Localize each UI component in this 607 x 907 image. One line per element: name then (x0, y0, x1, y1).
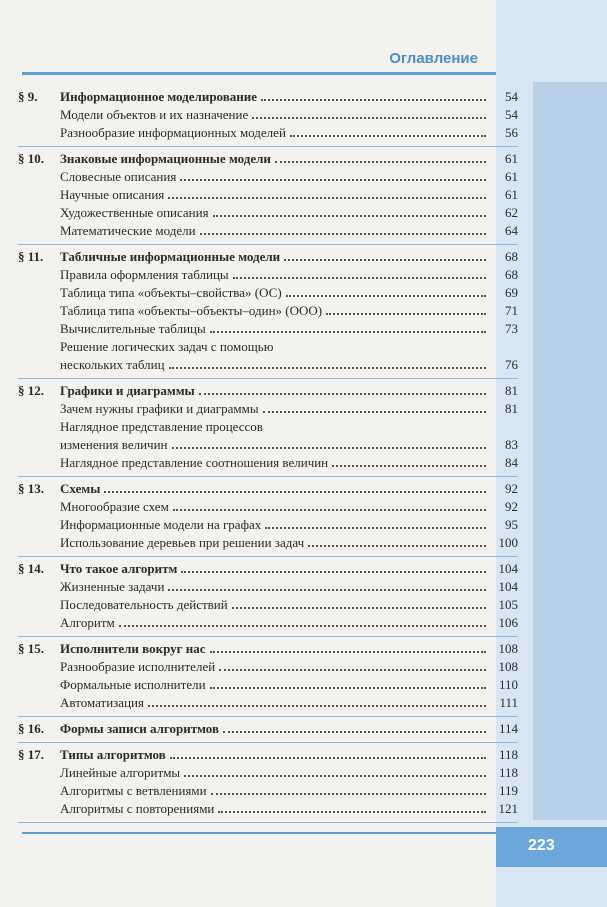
section-title: Табличные информационные модели (60, 249, 281, 264)
toc-section (18, 560, 518, 637)
subsection-title: Зачем нужны графики и диаграммы (60, 401, 259, 416)
page-number-box (496, 827, 607, 867)
subsection-entry[interactable] (18, 782, 518, 800)
toc-section (18, 248, 518, 379)
section-title: Знаковые информационные модели (60, 151, 271, 166)
subsection-entry[interactable] (18, 168, 518, 186)
subsection-title: Наглядное представление процессов (60, 419, 263, 434)
leader-dots (211, 783, 486, 795)
section-title: Информационное моделирование (60, 89, 257, 104)
leader-dots (210, 321, 486, 333)
subsection-title: изменения величин (60, 437, 168, 452)
subsection-entry[interactable] (18, 204, 518, 222)
subsection-page: 69 (505, 285, 518, 300)
leader-dots (119, 615, 486, 627)
section-heading[interactable] (18, 382, 518, 400)
right-margin-shade (533, 82, 607, 887)
toc-section (18, 150, 518, 245)
subsection-entry[interactable] (18, 498, 518, 516)
subsection-title: Разнообразие исполнителей (60, 659, 216, 674)
section-heading[interactable] (18, 150, 518, 168)
subsection-title: Алгоритмы с ветвлениями (60, 783, 207, 798)
subsection-entry[interactable] (18, 124, 518, 142)
section-title: Исполнители вокруг нас (60, 641, 206, 656)
subsection-entry[interactable] (18, 356, 518, 374)
subsection-title: нескольких таблиц (60, 357, 165, 372)
leader-dots (181, 561, 486, 573)
leader-dots (252, 107, 486, 119)
leader-dots (104, 481, 486, 493)
subsection-page: 121 (498, 801, 518, 816)
subsection-title: Разнообразие информационных моделей (60, 125, 286, 140)
page-number: 223 (528, 837, 555, 854)
subsection-title: Таблица типа «объекты–свойства» (ОС) (60, 285, 282, 300)
leader-dots (265, 517, 486, 529)
subsection-page: 64 (505, 223, 518, 238)
leader-dots (210, 677, 486, 689)
toc-section (18, 480, 518, 557)
subsection-entry-line[interactable] (18, 338, 518, 356)
leader-dots (170, 747, 486, 759)
subsection-title: Решение логических задач с помощью (60, 339, 274, 354)
section-number: § 9. (18, 89, 38, 104)
page-title: Оглавление (389, 50, 478, 67)
section-page: 54 (505, 89, 518, 104)
page-header (22, 50, 496, 75)
leader-dots (180, 169, 486, 181)
subsection-title: Таблица типа «объекты–объекты–один» (ООО) (60, 303, 323, 318)
section-heading[interactable] (18, 560, 518, 578)
subsection-title: Информационные модели на графах (60, 517, 262, 532)
leader-dots (326, 303, 486, 315)
section-page: 108 (498, 641, 518, 656)
leader-dots (173, 499, 486, 511)
subsection-page: 81 (505, 401, 518, 416)
section-heading[interactable] (18, 746, 518, 764)
subsection-title: Жизненные задачи (60, 579, 165, 594)
leader-dots (218, 801, 486, 813)
toc-section (18, 88, 518, 147)
section-title: Схемы (60, 481, 101, 496)
subsection-page: 56 (505, 125, 518, 140)
leader-dots (168, 187, 486, 199)
subsection-entry[interactable] (18, 516, 518, 534)
footer-rule (22, 832, 496, 834)
subsection-entry[interactable] (18, 320, 518, 338)
section-page: 104 (498, 561, 518, 576)
leader-dots (219, 659, 486, 671)
section-page: 81 (505, 383, 518, 398)
section-page: 114 (498, 721, 518, 736)
section-title: Формы записи алгоритмов (60, 721, 219, 736)
leader-dots (308, 535, 486, 547)
subsection-page: 61 (505, 187, 518, 202)
section-number: § 16. (18, 721, 44, 736)
subsection-title: Последовательность действий (60, 597, 228, 612)
leader-dots (261, 89, 486, 101)
leader-dots (199, 383, 486, 395)
leader-dots (200, 223, 486, 235)
section-page: 92 (505, 481, 518, 496)
subsection-title: Автоматизация (60, 695, 144, 710)
leader-dots (184, 765, 486, 777)
subsection-title: Модели объектов и их назначение (60, 107, 249, 122)
section-page: 118 (498, 747, 518, 762)
leader-dots (286, 285, 486, 297)
section-heading[interactable] (18, 248, 518, 266)
leader-dots (284, 249, 486, 261)
section-page: 61 (505, 151, 518, 166)
subsection-page: 54 (505, 107, 518, 122)
subsection-entry[interactable] (18, 676, 518, 694)
leader-dots (290, 125, 486, 137)
subsection-page: 108 (498, 659, 518, 674)
subsection-entry[interactable] (18, 800, 518, 818)
subsection-entry-line[interactable] (18, 418, 518, 436)
leader-dots (169, 357, 486, 369)
subsection-title: Словесные описания (60, 169, 177, 184)
leader-dots (210, 641, 486, 653)
section-number: § 14. (18, 561, 44, 576)
section-title: Что такое алгоритм (60, 561, 178, 576)
leader-dots (223, 721, 486, 733)
subsection-page: 95 (505, 517, 518, 532)
leader-dots (232, 597, 486, 609)
subsection-entry[interactable] (18, 186, 518, 204)
subsection-entry[interactable] (18, 694, 518, 712)
toc-section (18, 720, 518, 743)
subsection-title: Алгоритм (60, 615, 115, 630)
subsection-title: Использование деревьев при решении задач (60, 535, 305, 550)
leader-dots (233, 267, 486, 279)
subsection-page: 119 (498, 783, 518, 798)
subsection-title: Формальные исполнители (60, 677, 206, 692)
subsection-page: 73 (505, 321, 518, 336)
section-title: Графики и диаграммы (60, 383, 195, 398)
subsection-page: 110 (498, 677, 518, 692)
subsection-page: 111 (499, 695, 518, 710)
leader-dots (168, 579, 486, 591)
subsection-page: 71 (505, 303, 518, 318)
subsection-title: Научные описания (60, 187, 165, 202)
subsection-entry[interactable] (18, 436, 518, 454)
section-heading[interactable] (18, 720, 518, 738)
subsection-entry[interactable] (18, 658, 518, 676)
subsection-title: Линейные алгоритмы (60, 765, 181, 780)
subsection-entry[interactable] (18, 614, 518, 632)
toc-section (18, 640, 518, 717)
section-number: § 10. (18, 151, 44, 166)
subsection-title: Алгоритмы с повторениями (60, 801, 215, 816)
section-number: § 13. (18, 481, 44, 496)
leader-dots (275, 151, 486, 163)
subsection-page: 104 (498, 579, 518, 594)
subsection-entry[interactable] (18, 534, 518, 552)
section-heading[interactable] (18, 88, 518, 106)
leader-dots (148, 695, 486, 707)
table-of-contents (18, 88, 518, 826)
toc-section (18, 382, 518, 477)
section-number: § 12. (18, 383, 44, 398)
subsection-entry[interactable] (18, 106, 518, 124)
subsection-page: 84 (505, 455, 518, 470)
section-number: § 15. (18, 641, 44, 656)
leader-dots (263, 401, 486, 413)
section-number: § 17. (18, 747, 44, 762)
subsection-entry[interactable] (18, 222, 518, 240)
subsection-page: 68 (505, 267, 518, 282)
subsection-entry[interactable] (18, 266, 518, 284)
section-number: § 11. (18, 249, 44, 264)
subsection-title: Правила оформления таблицы (60, 267, 229, 282)
subsection-entry[interactable] (18, 302, 518, 320)
section-heading[interactable] (18, 640, 518, 658)
subsection-entry[interactable] (18, 400, 518, 418)
leader-dots (213, 205, 486, 217)
subsection-entry[interactable] (18, 764, 518, 782)
section-title: Типы алгоритмов (60, 747, 166, 762)
subsection-entry[interactable] (18, 596, 518, 614)
subsection-page: 61 (505, 169, 518, 184)
subsection-entry[interactable] (18, 454, 518, 472)
subsection-page: 92 (505, 499, 518, 514)
toc-section (18, 746, 518, 823)
leader-dots (172, 437, 486, 449)
subsection-title: Математические модели (60, 223, 196, 238)
subsection-title: Художественные описания (60, 205, 209, 220)
subsection-page: 76 (505, 357, 518, 372)
subsection-page: 118 (498, 765, 518, 780)
subsection-page: 100 (498, 535, 518, 550)
subsection-page: 106 (498, 615, 518, 630)
subsection-entry[interactable] (18, 578, 518, 596)
subsection-title: Многообразие схем (60, 499, 169, 514)
subsection-entry[interactable] (18, 284, 518, 302)
leader-dots (332, 455, 486, 467)
section-heading[interactable] (18, 480, 518, 498)
subsection-page: 105 (498, 597, 518, 612)
subsection-page: 62 (505, 205, 518, 220)
subsection-title: Наглядное представление соотношения величин (60, 455, 329, 470)
section-page: 68 (505, 249, 518, 264)
subsection-title: Вычислительные таблицы (60, 321, 206, 336)
subsection-page: 83 (505, 437, 518, 452)
